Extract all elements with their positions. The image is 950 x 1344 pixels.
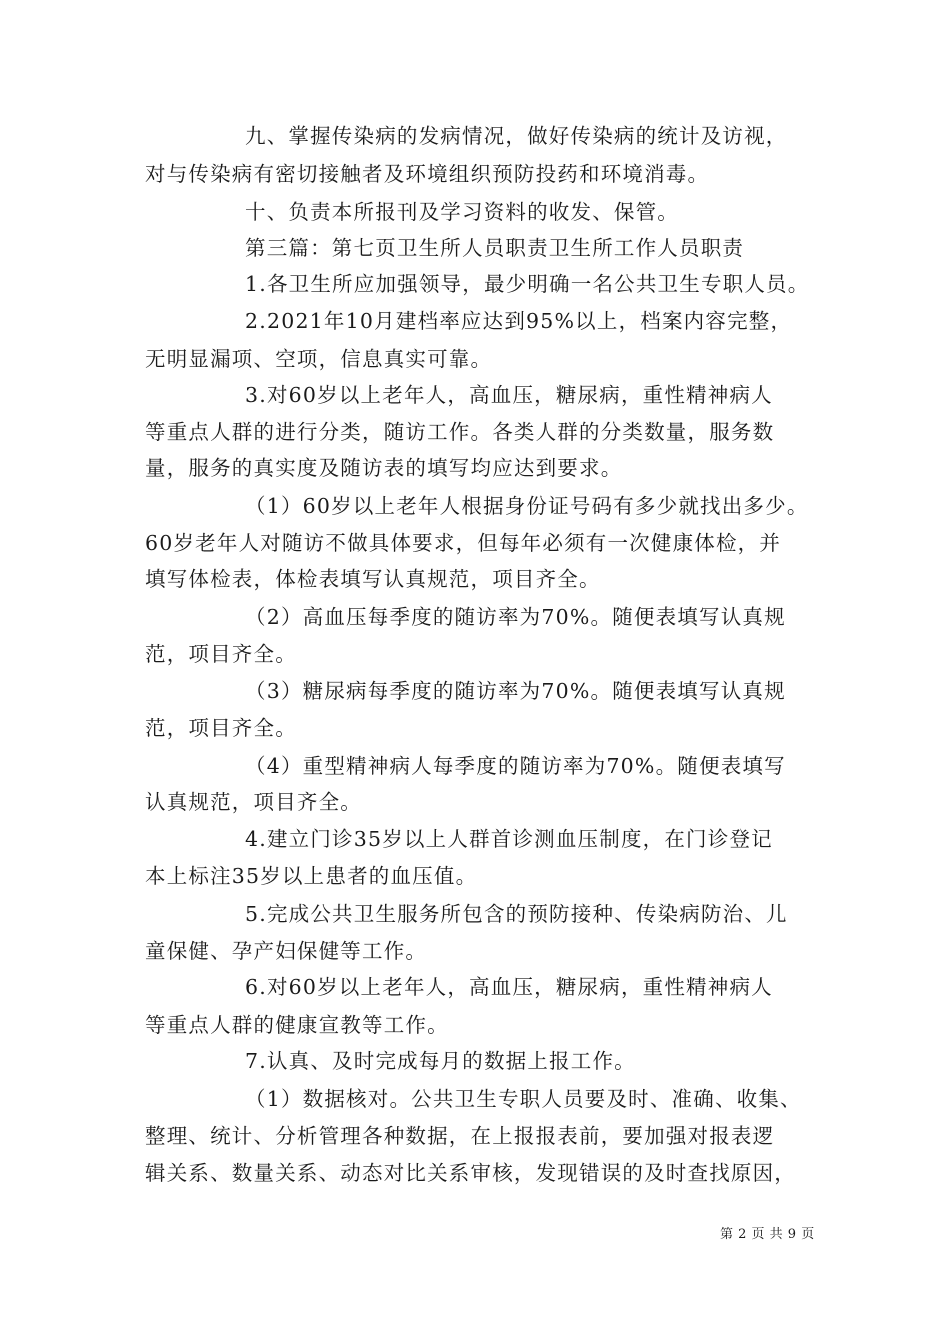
text-line: （1）数据核对。公共卫生专职人员要及时、准确、收集、 bbox=[245, 1087, 802, 1111]
text-line: （4）重型精神病人每季度的随访率为70%。随便表填写 bbox=[245, 754, 786, 778]
text-line: 范，项目齐全。 bbox=[145, 716, 297, 740]
text-line: 对与传染病有密切接触者及环境组织预防投药和环境消毒。 bbox=[145, 162, 710, 186]
text-line: 3.对60岁以上老年人，高血压，糖尿病，重性精神病人 bbox=[245, 383, 773, 407]
text-line: 5.完成公共卫生服务所包含的预防接种、传染病防治、儿 bbox=[245, 902, 788, 926]
text-line: 认真规范，项目齐全。 bbox=[145, 790, 362, 814]
section-heading: 第三篇：第七页卫生所人员职责卫生所工作人员职责 bbox=[245, 236, 745, 260]
text-line: 6.对60岁以上老年人，高血压，糖尿病，重性精神病人 bbox=[245, 975, 773, 999]
text-line: 4.建立门诊35岁以上人群首诊测血压制度，在门诊登记 bbox=[245, 827, 773, 851]
text-line: 整理、统计、分析管理各种数据，在上报报表前，要加强对报表逻 bbox=[145, 1124, 775, 1148]
text-line: 本上标注35岁以上患者的血压值。 bbox=[145, 864, 478, 888]
text-line: 等重点人群的健康宣教等工作。 bbox=[145, 1013, 449, 1037]
text-line: 2.2021年10月建档率应达到95%以上，档案内容完整， bbox=[245, 309, 793, 333]
page-footer: 第 2 页 共 9 页 bbox=[720, 1227, 815, 1242]
text-line: 1.各卫生所应加强领导，最少明确一名公共卫生专职人员。 bbox=[245, 272, 810, 296]
text-line: 等重点人群的进行分类，随访工作。各类人群的分类数量，服务数 bbox=[145, 420, 775, 444]
text-line: 填写体检表，体检表填写认真规范，项目齐全。 bbox=[145, 567, 601, 591]
text-line: 辑关系、数量关系、动态对比关系审核，发现错误的及时查找原因， bbox=[145, 1161, 796, 1185]
text-line: 十、负责本所报刊及学习资料的收发、保管。 bbox=[245, 200, 679, 224]
text-line: 量，服务的真实度及随访表的填写均应达到要求。 bbox=[145, 456, 623, 480]
text-line: 九、掌握传染病的发病情况，做好传染病的统计及访视， bbox=[245, 124, 788, 148]
text-line: 无明显漏项、空项，信息真实可靠。 bbox=[145, 347, 493, 371]
text-line: （1）60岁以上老年人根据身份证号码有多少就找出多少。 bbox=[245, 494, 809, 518]
text-line: （2）高血压每季度的随访率为70%。随便表填写认真规 bbox=[245, 605, 786, 629]
text-line: （3）糖尿病每季度的随访率为70%。随便表填写认真规 bbox=[245, 679, 786, 703]
text-line: 7.认真、及时完成每月的数据上报工作。 bbox=[245, 1049, 636, 1073]
text-line: 童保健、孕产妇保健等工作。 bbox=[145, 939, 428, 963]
text-line: 范，项目齐全。 bbox=[145, 642, 297, 666]
text-line: 60岁老年人对随访不做具体要求，但每年必须有一次健康体检，并 bbox=[145, 531, 782, 555]
